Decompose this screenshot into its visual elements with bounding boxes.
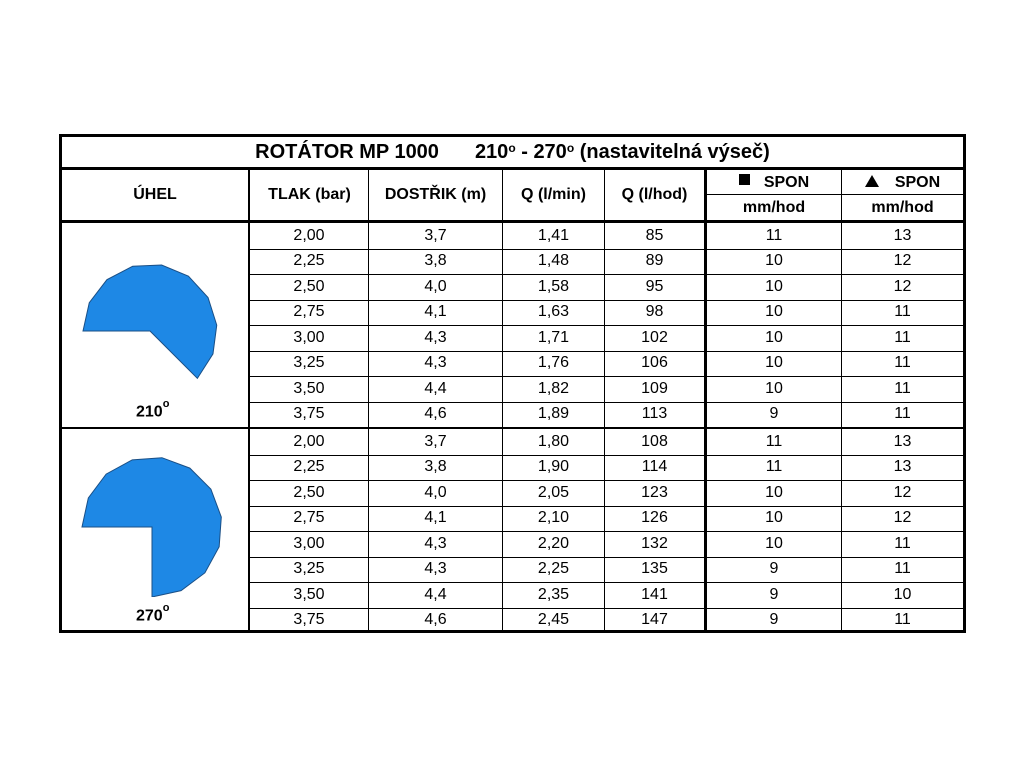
title-suffix: (nastavitelná výseč) [574,140,770,163]
cell-spon-square: 11 [765,226,783,244]
cell-spon-triangle: 11 [894,611,911,629]
title-degree-1: o [508,141,516,155]
block-210 [62,223,963,427]
cell-dostrik: 4,3 [424,534,447,552]
title-range-from: 210 [474,140,509,163]
cell-spon-square: 9 [769,560,779,578]
title-degree-2: o [566,141,575,155]
cell-spon-triangle: 11 [894,354,911,372]
cell-q-min: 2,25 [537,560,570,578]
cell-q-hod: 85 [645,226,664,244]
cell-tlak: 3,25 [293,354,325,372]
angle-value-210: 210 [136,403,163,421]
cell-tlak: 2,50 [293,483,325,501]
cell-tlak: 3,00 [293,534,325,552]
cell-tlak: 3,75 [293,611,325,629]
cell-spon-square: 11 [765,432,783,450]
cell-tlak: 2,75 [293,509,325,527]
cell-q-hod: 102 [641,328,668,346]
cell-dostrik: 4,0 [424,483,447,501]
cell-spon-triangle: 12 [893,509,912,527]
cell-tlak: 2,25 [293,458,325,476]
cell-tlak: 3,25 [293,560,325,578]
cell-dostrik: 3,8 [424,252,447,270]
cell-spon-square: 9 [769,405,779,423]
angle-label-210 [136,398,170,421]
cell-dostrik: 4,0 [424,277,447,295]
title-product: ROTÁTOR MP 1000 [255,140,439,163]
cell-dostrik: 4,3 [424,328,447,346]
header-spon-square-label: SPON [763,173,810,191]
cell-tlak: 2,25 [293,252,325,270]
cell-spon-square: 10 [765,483,783,501]
cell-q-hod: 147 [641,611,668,629]
cell-q-min: 2,05 [537,483,570,501]
cell-dostrik: 4,6 [424,611,447,629]
cell-q-hod: 132 [641,534,668,552]
cell-spon-square: 9 [769,585,779,603]
title-range-dash: - [515,140,534,163]
cell-spon-triangle: 11 [894,328,911,346]
header-dostrik: DOSTŘIK (m) [384,186,487,203]
cell-spon-square: 10 [765,534,783,552]
cell-dostrik: 3,7 [424,432,447,450]
cell-q-min: 2,45 [537,611,570,629]
cell-spon-triangle: 12 [893,483,912,501]
cell-q-min: 1,63 [537,303,570,321]
header-spon-triangle-label: SPON [894,173,941,191]
cell-spon-square: 9 [769,611,779,629]
header-spon-triangle [842,170,963,195]
angle-label-270 [136,602,170,625]
cell-spon-triangle: 11 [894,379,911,397]
cell-tlak: 3,00 [293,328,325,346]
cell-spon-triangle: 12 [893,277,912,295]
cell-tlak: 3,75 [293,405,325,423]
cell-tlak: 3,50 [293,379,325,397]
header-q-min: Q (l/min) [521,186,586,203]
cell-q-hod: 89 [645,252,664,270]
cell-q-min: 1,76 [537,354,570,372]
cell-q-min: 1,90 [537,458,570,476]
cell-dostrik: 4,3 [424,354,447,372]
cell-tlak: 2,00 [293,226,325,244]
cell-q-min: 1,41 [537,226,570,244]
cell-spon-triangle: 11 [894,560,911,578]
cell-q-min: 1,80 [537,432,570,450]
rotator-table [59,134,966,633]
header-spon-square [707,170,841,195]
cell-q-min: 1,48 [537,252,570,270]
angle-value-270: 270 [136,607,163,625]
cell-spon-triangle: 10 [893,585,912,603]
angle-degree-210: o [162,398,170,410]
cell-q-hod: 113 [641,405,668,423]
cell-spon-square: 10 [765,509,783,527]
header-unit-triangle: mm/hod [871,198,934,216]
cell-spon-triangle: 11 [894,534,911,552]
cell-q-hod: 126 [641,509,668,527]
title-range-to: 270 [533,140,567,163]
cell-q-min: 1,71 [537,328,570,346]
cell-spon-square: 10 [765,379,783,397]
cell-q-hod: 109 [641,379,668,397]
cell-q-hod: 114 [641,458,668,476]
square-icon [739,174,750,185]
cell-q-min: 1,89 [537,405,570,423]
cell-q-min: 2,20 [537,534,570,552]
cell-spon-triangle: 13 [893,226,912,244]
triangle-icon [865,175,879,187]
cell-q-min: 2,10 [537,509,570,527]
cell-q-min: 2,35 [537,585,570,603]
cell-dostrik: 4,4 [424,585,447,603]
cell-spon-triangle: 12 [893,252,912,270]
cell-dostrik: 4,1 [424,303,447,321]
cell-q-hod: 123 [641,483,668,501]
header-q-hod: Q (l/hod) [621,186,688,203]
cell-dostrik: 4,1 [424,509,447,527]
cell-tlak: 2,50 [293,277,325,295]
cell-q-hod: 98 [645,303,664,321]
header-tlak: TLAK (bar) [268,186,351,203]
cell-spon-square: 10 [765,328,783,346]
angle-degree-270: o [162,602,170,614]
cell-spon-square: 10 [765,252,783,270]
cell-dostrik: 3,8 [424,458,447,476]
cell-spon-triangle: 13 [893,432,912,450]
cell-dostrik: 4,4 [424,379,447,397]
cell-q-hod: 95 [645,277,664,295]
cell-spon-square: 10 [765,277,783,295]
cell-q-hod: 106 [641,354,668,372]
header-spon-divider [707,194,963,195]
cell-spon-triangle: 13 [893,458,912,476]
cell-tlak: 3,50 [293,585,325,603]
cell-dostrik: 4,3 [424,560,447,578]
cell-dostrik: 3,7 [424,226,447,244]
cell-q-hod: 141 [641,585,668,603]
header-uhel: ÚHEL [133,186,177,203]
cell-spon-triangle: 11 [894,405,911,423]
header-unit-square: mm/hod [742,198,806,216]
table-header [62,170,963,223]
cell-tlak: 2,00 [293,432,325,450]
sector-210-icon [70,263,230,387]
block-270 [62,429,963,633]
cell-q-hod: 135 [641,560,668,578]
cell-q-min: 1,58 [537,277,570,295]
cell-spon-square: 10 [765,354,783,372]
cell-tlak: 2,75 [293,303,325,321]
table-title [62,137,963,170]
cell-q-hod: 108 [641,432,668,450]
cell-spon-triangle: 11 [894,303,911,321]
cell-q-min: 1,82 [537,379,570,397]
cell-dostrik: 4,6 [424,405,447,423]
cell-spon-square: 10 [765,303,783,321]
cell-spon-square: 11 [765,458,783,476]
sector-270-icon [74,455,234,597]
